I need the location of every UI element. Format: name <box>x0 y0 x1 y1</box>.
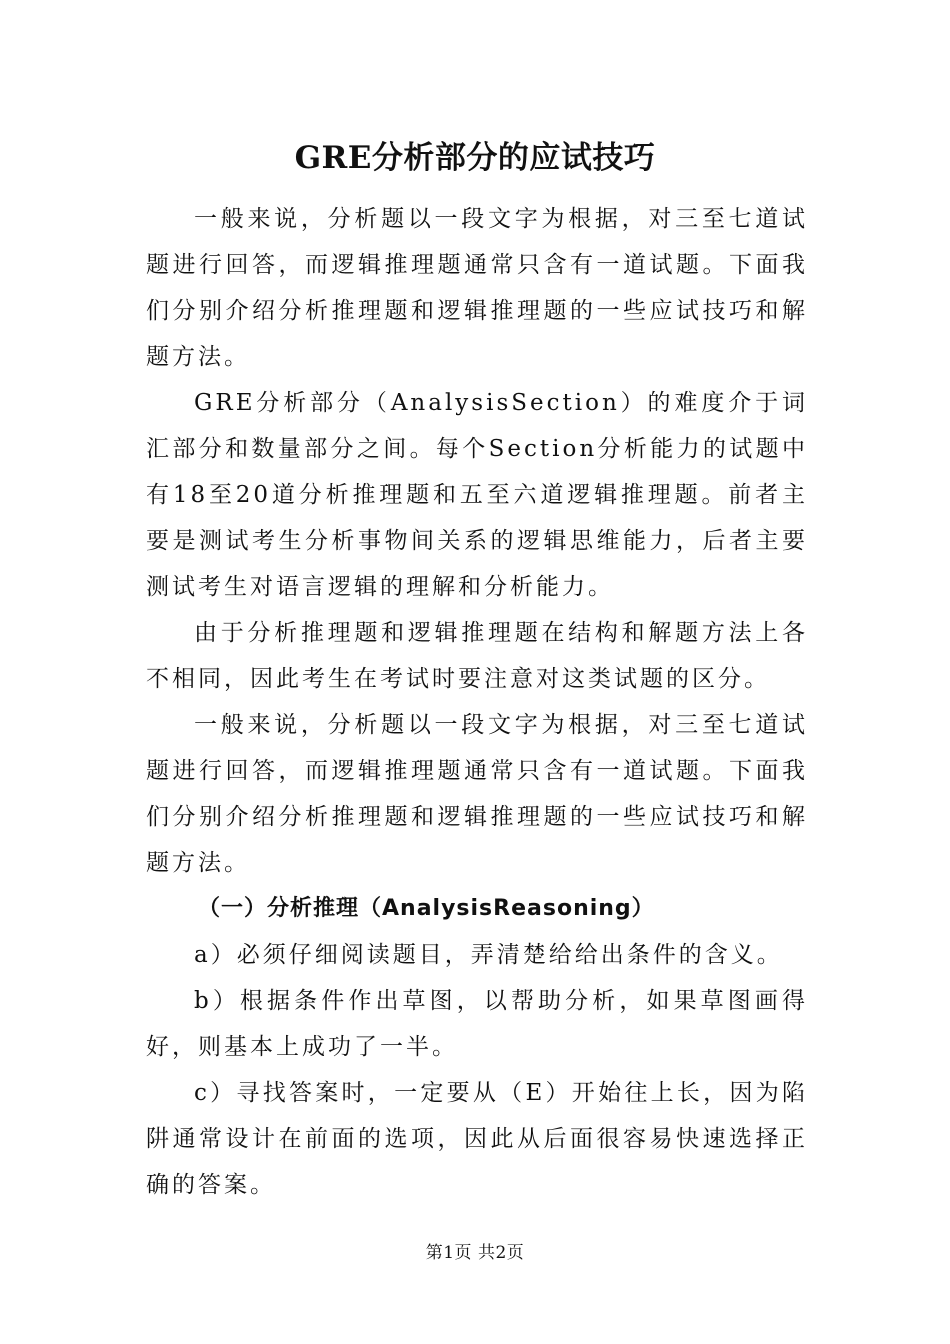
tip-c: c）寻找答案时，一定要从（E）开始往上长，因为陷阱通常设计在前面的选项，因此从后面很容易快速选择正确的答案。 <box>146 1080 808 1198</box>
page-footer: 第1页 共2页 <box>425 1243 525 1263</box>
paragraph-analysis-section: GRE分析部分（AnalysisSection）的难度介于词汇部分和数量部分之间。每个Section分析能力的试题中有18至20道分析推理题和五至六道逻辑推理题。前者主要是测试考生分析事物间关系的逻辑思维能力，后者主要测试考生对语言逻辑的理解和分析能力。 <box>146 390 808 600</box>
paragraph-distinction: 由于分析推理题和逻辑推理题在结构和解题方法上各不相同，因此考生在考试时要注意对这类试题的区分。 <box>146 620 808 692</box>
paragraph-intro: 一般来说，分析题以一段文字为根据，对三至七道试题进行回答，而逻辑推理题通常只含有一道试题。下面我们分别介绍分析推理题和逻辑推理题的一些应试技巧和解题方法。 <box>146 206 808 370</box>
tip-b: b）根据条件作出草图，以帮助分析，如果草图画得好，则基本上成功了一半。 <box>146 988 808 1060</box>
section-heading: （一）分析推理（AnalysisReasoning） <box>198 896 655 921</box>
document-title: GRE分析部分的应试技巧 <box>294 140 656 176</box>
document-body <box>146 196 808 1208</box>
tip-a: a）必须仔细阅读题目，弄清楚给给出条件的含义。 <box>194 942 783 968</box>
paragraph-intro-repeat: 一般来说，分析题以一段文字为根据，对三至七道试题进行回答，而逻辑推理题通常只含有一道试题。下面我们分别介绍分析推理题和逻辑推理题的一些应试技巧和解题方法。 <box>146 712 808 876</box>
